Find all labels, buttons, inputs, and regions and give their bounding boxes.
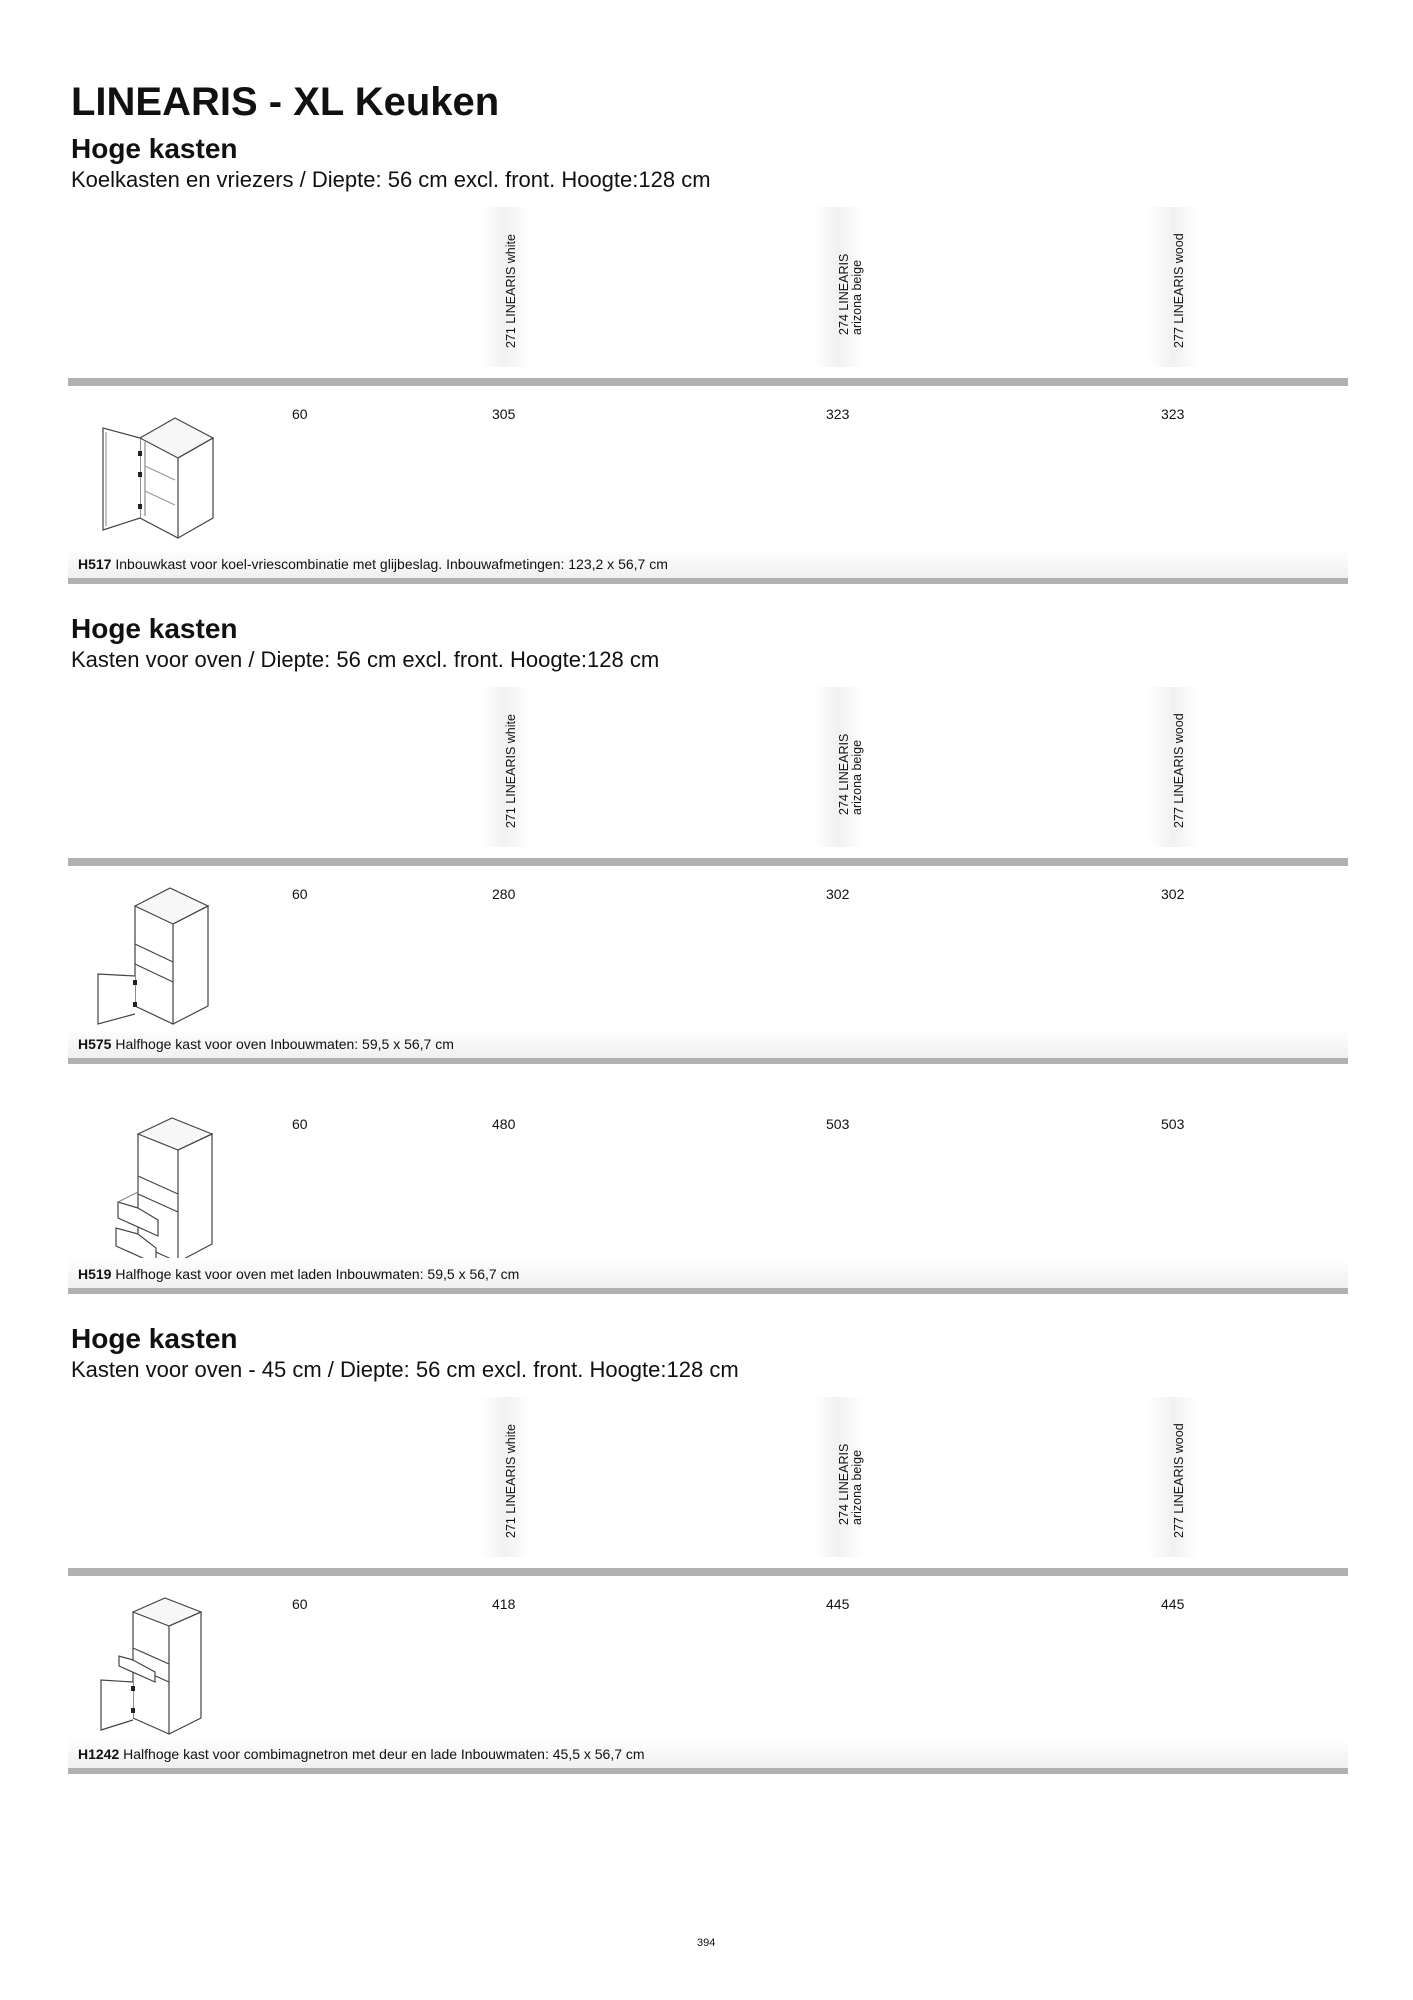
column-label: 274 LINEARIS xyxy=(837,253,851,335)
product-code: H575 xyxy=(78,1036,112,1052)
product-description: Halfhoge kast voor oven met laden Inbouwmaten: 59,5 x 56,7 cm xyxy=(115,1266,520,1282)
product-description-bar xyxy=(68,1258,1348,1294)
fridge-cabinet-icon xyxy=(95,406,225,546)
column-label: 271 LINEARIS white xyxy=(504,1424,518,1538)
section-heading: Hoge kasten xyxy=(71,133,238,164)
column-header-274 xyxy=(813,1397,863,1557)
column-header-277 xyxy=(1148,207,1198,367)
price-274: 503 xyxy=(826,1116,850,1132)
column-label: arizona beige xyxy=(850,1449,864,1525)
column-header-277 xyxy=(1148,687,1198,847)
column-label: 277 LINEARIS wood xyxy=(1172,713,1186,828)
column-header-271 xyxy=(480,207,530,367)
section-subheading: Kasten voor oven / Diepte: 56 cm excl. front. Hoogte:128 cm xyxy=(71,647,660,672)
price-277: 323 xyxy=(1161,406,1185,422)
price-277: 445 xyxy=(1161,1596,1185,1612)
header-rule xyxy=(68,378,1348,386)
column-header-271 xyxy=(480,1397,530,1557)
price-277: 302 xyxy=(1161,886,1185,902)
product-description-bar xyxy=(68,1028,1348,1064)
column-label: 274 LINEARIS xyxy=(837,1443,851,1525)
width-value: 60 xyxy=(292,886,308,902)
price-277: 503 xyxy=(1161,1116,1185,1132)
column-header-274 xyxy=(813,687,863,847)
price-271: 480 xyxy=(492,1116,516,1132)
price-274: 445 xyxy=(826,1596,850,1612)
price-274: 323 xyxy=(826,406,850,422)
column-label: arizona beige xyxy=(850,259,864,335)
width-value: 60 xyxy=(292,1596,308,1612)
product-code: H517 xyxy=(78,556,112,572)
column-label: 277 LINEARIS wood xyxy=(1172,1423,1186,1538)
product-description-bar xyxy=(68,548,1348,584)
column-header-271 xyxy=(480,687,530,847)
price-274: 302 xyxy=(826,886,850,902)
section-heading: Hoge kasten xyxy=(71,1323,238,1354)
column-label: arizona beige xyxy=(850,739,864,815)
oven-cabinet-icon xyxy=(90,886,220,1026)
product-description-bar xyxy=(68,1738,1348,1774)
page-number: 394 xyxy=(697,1937,716,1949)
column-label: 271 LINEARIS white xyxy=(504,714,518,828)
price-271: 280 xyxy=(492,886,516,902)
column-header-277 xyxy=(1148,1397,1198,1557)
product-code: H519 xyxy=(78,1266,112,1282)
width-value: 60 xyxy=(292,406,308,422)
header-rule xyxy=(68,1568,1348,1576)
column-label: 274 LINEARIS xyxy=(837,733,851,815)
product-code: H1242 xyxy=(78,1746,120,1762)
product-description: Inbouwkast voor koel-vriescombinatie met glijbeslag. Inbouwafmetingen: 123,2 x 56,7 cm xyxy=(115,556,668,572)
header-rule xyxy=(68,858,1348,866)
price-271: 305 xyxy=(492,406,516,422)
oven-drawers-cabinet-icon xyxy=(110,1116,230,1266)
column-label: 271 LINEARIS white xyxy=(504,234,518,348)
column-label: 277 LINEARIS wood xyxy=(1172,233,1186,348)
column-header-274 xyxy=(813,207,863,367)
product-description: Halfhoge kast voor combimagnetron met deur en lade Inbouwmaten: 45,5 x 56,7 cm xyxy=(123,1746,645,1762)
microwave-cabinet-icon xyxy=(95,1596,215,1736)
width-value: 60 xyxy=(292,1116,308,1132)
product-description: Halfhoge kast voor oven Inbouwmaten: 59,5 x 56,7 cm xyxy=(115,1036,454,1052)
page-title: LINEARIS - XL Keuken xyxy=(71,80,500,124)
price-271: 418 xyxy=(492,1596,516,1612)
section-heading: Hoge kasten xyxy=(71,613,238,644)
section-subheading: Kasten voor oven - 45 cm / Diepte: 56 cm excl. front. Hoogte:128 cm xyxy=(71,1357,739,1382)
section-subheading: Koelkasten en vriezers / Diepte: 56 cm excl. front. Hoogte:128 cm xyxy=(71,167,711,192)
